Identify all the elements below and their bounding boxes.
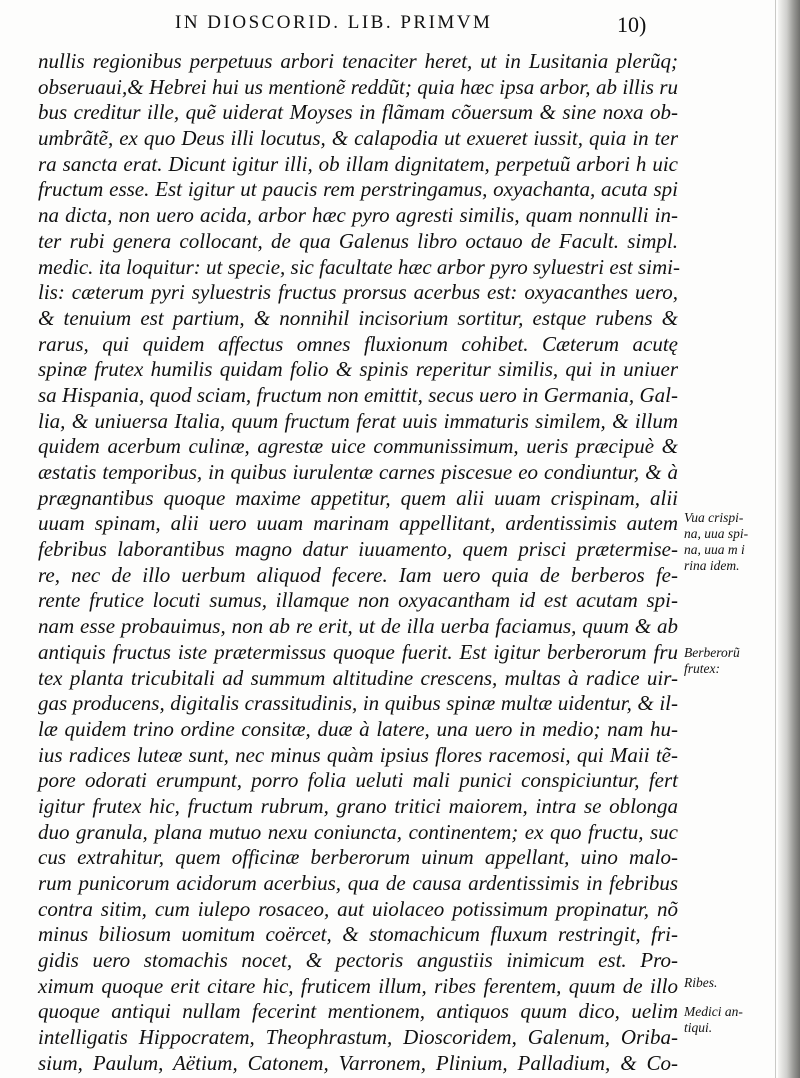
text-line: sa Hispania, quod sciam, fructum non emittit, secus uero in Germania, Gal- (38, 382, 678, 407)
text-line: na dicta, non uero acida, arbor hæc pyro agresti similis, quam nonnulli in- (38, 203, 678, 228)
page-gutter-line (775, 0, 776, 1078)
text-line: tex planta tricubitali ad summum altitudine crescens, multas à radice uir- (38, 665, 678, 690)
text-line: fructum esse. Est igitur ut paucis rem perstringamus, oxyachanta, acuta spi (38, 177, 678, 202)
text-line: re, nec de illo uerbum aliquod fecere. Iam uero quia de berberos fe- (38, 562, 678, 587)
page-number: 10) (617, 12, 647, 37)
text-line: obseruaui,& Hebrei hui us mentionẽ reddũt; quia hæc ipsa arbor, ab illis ru (38, 74, 678, 99)
margin-note-line: frutex: (684, 661, 720, 676)
margin-note-line: na, uua spi- (684, 526, 749, 541)
text-line: cus extrahitur, quem officinæ berberorum uinum appellant, uino malo- (38, 845, 678, 870)
text-line: quidem acerbum culinæ, agrestæ uice communissimum, ueris præcipuè & (38, 434, 678, 459)
main-text-block (38, 49, 678, 1077)
text-line: igitur frutex hic, fructum rubrum, grano tritici maiorem, intra se oblonga (38, 793, 678, 818)
text-line: sium, Paulum, Aëtium, Catonem, Varronem, Plinium, Palladium, & Co- (38, 1050, 678, 1075)
text-line: bus creditur ille, quẽ uiderat Moyses in flãmam cõuersum & sine noxa ob- (38, 100, 678, 125)
text-line: quoque antiqui nullam fecerint mentionem, antiquos quum dico, uelim (38, 999, 678, 1024)
text-line: contra sitim, cum iulepo rosaceo, aut uiolaceo potissimum propinatur, nõ (38, 896, 678, 921)
text-line: medic. ita loquitur: ut specie, sic facultate hæc arbor pyro syluestri est simi- (38, 254, 680, 279)
text-line: prægnantibus quoque maxime appetitur, quem alii uuam crispinam, alii (38, 485, 678, 510)
margin-note-line: rina idem. (684, 558, 740, 573)
margin-note-line: tiqui. (684, 1020, 713, 1035)
running-title: IN DIOSCORID. LIB. PRIMVM (175, 12, 493, 33)
text-line: ius radices luteæ sunt, nec minus quàm ipsius flores racemosi, qui Maii tẽ- (38, 742, 678, 767)
margin-note-line: Berberorũ (684, 645, 740, 660)
text-line: antiquis fructus iste prætermissus quoque fuerit. Est igitur berberorum fru (38, 639, 678, 664)
text-line: intelligatis Hippocratem, Theophrastum, Dioscoridem, Galenum, Oriba- (38, 1025, 678, 1050)
text-line: umbrãtẽ, ex quo Deus illi locutus, & calapodia ut exueret iussit, quia in ter (38, 126, 678, 151)
margin-note-line: Vua crispi- (684, 510, 744, 525)
text-line: minus biliosum uomitum coërcet, & stomachicum fluxum restringit, fri- (38, 922, 678, 947)
text-line: nam esse probauimus, non ab re erit, ut de illa uerba faciamus, quum & ab (38, 614, 678, 639)
margin-note-uva-crispina (684, 510, 748, 574)
text-line: rente frutice locuti sumus, illamque non oxyacantham id est acutam spi- (38, 588, 678, 613)
text-line: ter rubi genera collocant, de qua Galenus libro octauo de Facult. simpl. (38, 228, 678, 253)
text-line: lis: cæterum pyri syluestris fructus prorsus acerbus est: oxyacanthes uero, (38, 280, 678, 305)
margin-note-line: Ribes. (684, 975, 718, 990)
text-line: ximum quoque erit citare hic, fruticem illum, ribes ferentem, quum de illo (38, 973, 678, 998)
text-line: febribus laborantibus magno datur iuuamento, quem prisci prætermise- (38, 537, 678, 562)
margin-note-ribes (684, 975, 717, 991)
text-line: ra sancta erat. Dicunt igitur illi, ob illam dignitatem, perpetuũ arbori h uic (38, 151, 678, 176)
text-line: duo granula, plana mutuo nexu coniuncta, continentem; ex quo fructu, suc (38, 819, 678, 844)
text-line: gas producens, digitalis crassitudinis, in quibus spinæ multæ uidentur, & il- (38, 691, 678, 716)
text-line: & tenuium est partium, & nonnihil incisorium sortitur, estque rubens & (38, 305, 678, 330)
text-line: gidis uero stomachis nocet, & pectoris angustiis inimicum est. Pro- (38, 948, 678, 973)
text-line: læ quidem trino ordine consitæ, duæ à latere, una uero in medio; nam hu- (38, 716, 678, 741)
margin-notes (684, 0, 776, 1078)
page-header (175, 12, 655, 42)
page-edge-shadow (778, 0, 800, 1078)
margin-note-medici (684, 1004, 743, 1036)
text-line: rarus, qui quidem affectus omnes fluxionum cohibet. Cæterum acutę (38, 331, 678, 356)
text-line: uuam spinam, alii uero uuam marinam appellitant, ardentissimis autem (38, 511, 678, 536)
text-line: nullis regionibus perpetuus arbori tenaciter heret, ut in Lusitania plerũq; (38, 49, 678, 73)
text-line: spinæ frutex humilis quidam folio & spinis reperitur similis, qui in uniuer (38, 357, 678, 382)
margin-note-line: na, uua m i (684, 542, 745, 557)
text-line: rum punicorum acidorum acerbius, qua de causa ardentissimis in febribus (38, 871, 678, 895)
text-line: pore odorati erumpunt, porro folia ueluti mali punici conspiciuntur, fert (38, 768, 678, 793)
margin-note-line: Medici an- (684, 1004, 743, 1019)
text-line: lia, & uniuersa Italia, quum fructum ferat uuis immaturis similem, & illum (38, 408, 678, 433)
margin-note-berberorum (684, 645, 740, 677)
text-line: æstatis temporibus, in quibus iurulentæ carnes piscesue eo condiuntur, & à (38, 460, 678, 484)
